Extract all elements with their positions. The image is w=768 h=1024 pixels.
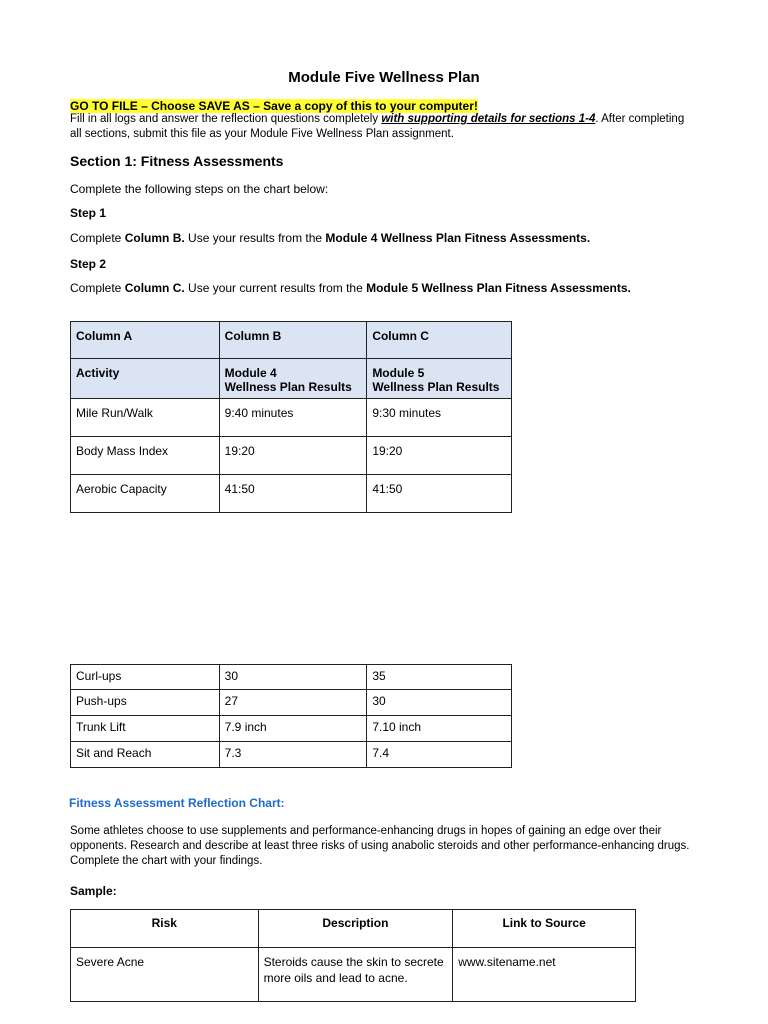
table-cell: 41:50 bbox=[219, 475, 367, 513]
table-cell: 7.10 inch bbox=[367, 716, 512, 742]
subheader-line2: Wellness Plan Results bbox=[224, 380, 352, 394]
table-header-row bbox=[71, 322, 512, 359]
table-cell: Sit and Reach bbox=[71, 742, 220, 768]
step2-text bbox=[70, 281, 631, 295]
reflection-line1: Some athletes choose to use supplements and performance-enhancing drugs in hopes of gaining an edge over their bbox=[70, 825, 662, 837]
header-cell: Column B bbox=[219, 322, 367, 359]
table-row bbox=[71, 742, 512, 768]
subheader-cell bbox=[219, 359, 367, 399]
table-row bbox=[71, 716, 512, 742]
step1-column: Column B. bbox=[124, 231, 185, 245]
subheader-cell bbox=[367, 359, 512, 399]
document-title: Module Five Wellness Plan bbox=[288, 69, 480, 86]
table-cell: 7.4 bbox=[367, 742, 512, 768]
subheader-line1: Activity bbox=[76, 366, 120, 380]
table-cell: 30 bbox=[219, 665, 367, 690]
table-row bbox=[71, 399, 512, 437]
subheader-cell bbox=[71, 359, 220, 399]
reflection-line3: Complete the chart with your findings. bbox=[70, 855, 263, 867]
step1-module: Module 4 Wellness Plan Fitness Assessments. bbox=[325, 231, 591, 245]
table-cell: 19:20 bbox=[367, 437, 512, 475]
section1-heading: Section 1: Fitness Assessments bbox=[70, 153, 284, 169]
table-row bbox=[71, 665, 512, 690]
step2-text-c: Use your current results from the bbox=[184, 281, 367, 295]
fitness-assessment-table bbox=[70, 321, 512, 513]
table-cell: Body Mass Index bbox=[71, 437, 220, 475]
instruction-highlight bbox=[70, 99, 478, 113]
step1-text-a: Complete bbox=[70, 231, 125, 245]
table-cell: 19:20 bbox=[219, 437, 367, 475]
header-cell: Column A bbox=[71, 322, 220, 359]
table-cell: Aerobic Capacity bbox=[71, 475, 220, 513]
reflection-chart-heading: Fitness Assessment Reflection Chart: bbox=[69, 796, 285, 810]
table-cell: 9:30 minutes bbox=[367, 399, 512, 437]
highlight-text: GO TO FILE – Choose SAVE AS – Save a copy of this to your computer! bbox=[70, 99, 478, 113]
table-cell: 7.9 inch bbox=[219, 716, 367, 742]
subheader-line2: Wellness Plan Results bbox=[372, 380, 500, 394]
table-cell: Severe Acne bbox=[71, 948, 259, 1002]
table-header-row bbox=[71, 910, 636, 948]
step2-column: Column C. bbox=[124, 281, 185, 295]
table-cell bbox=[258, 948, 453, 1002]
risk-sample-table bbox=[70, 909, 636, 1002]
table-cell: Mile Run/Walk bbox=[71, 399, 220, 437]
reflection-line2: opponents. Research and describe at least three risks of using anabolic steroids and other performance-enhancing drugs. bbox=[70, 840, 690, 852]
subheader-line1: Module 4 bbox=[224, 366, 277, 380]
table-row bbox=[71, 475, 512, 513]
table-cell: 35 bbox=[367, 665, 512, 690]
table-cell: Curl-ups bbox=[71, 665, 220, 690]
step2-heading: Step 2 bbox=[70, 257, 107, 271]
intro-paragraph bbox=[70, 112, 710, 142]
header-cell: Column C bbox=[367, 322, 512, 359]
table-row bbox=[71, 437, 512, 475]
description-line1: Steroids cause the skin to secrete bbox=[263, 955, 444, 969]
reflection-paragraph bbox=[70, 824, 730, 869]
step1-text-c: Use your results from the bbox=[184, 231, 326, 245]
table-subheader-row bbox=[71, 359, 512, 399]
table-cell: 9:40 minutes bbox=[219, 399, 367, 437]
intro-text-line2: all sections, submit this file as your Module Five Wellness Plan assignment. bbox=[70, 128, 454, 140]
table-cell: Trunk Lift bbox=[71, 716, 220, 742]
fitness-assessment-table-continued bbox=[70, 664, 512, 768]
table-cell: Push-ups bbox=[71, 690, 220, 716]
header-cell: Link to Source bbox=[453, 910, 636, 948]
table-cell: 27 bbox=[219, 690, 367, 716]
table-row bbox=[71, 690, 512, 716]
table-cell: 30 bbox=[367, 690, 512, 716]
table-row bbox=[71, 948, 636, 1002]
subheader-line1: Module 5 bbox=[372, 366, 425, 380]
header-cell: Description bbox=[258, 910, 453, 948]
source-link-cell[interactable]: www.sitename.net bbox=[453, 948, 636, 1002]
steps-intro: Complete the following steps on the chart below: bbox=[70, 182, 329, 196]
intro-emphasis: with supporting details for sections 1-4 bbox=[381, 113, 596, 125]
step2-module: Module 5 Wellness Plan Fitness Assessments. bbox=[366, 281, 631, 295]
table-cell: 7.3 bbox=[219, 742, 367, 768]
step1-text bbox=[70, 231, 590, 245]
step2-text-a: Complete bbox=[70, 281, 125, 295]
sample-label: Sample: bbox=[70, 884, 117, 898]
description-line2: more oils and lead to acne. bbox=[263, 971, 408, 985]
intro-text-c: . After completing bbox=[595, 113, 685, 125]
header-cell: Risk bbox=[71, 910, 259, 948]
intro-text-a: Fill in all logs and answer the reflection questions completely bbox=[70, 113, 382, 125]
step1-heading: Step 1 bbox=[70, 206, 107, 220]
table-cell: 41:50 bbox=[367, 475, 512, 513]
